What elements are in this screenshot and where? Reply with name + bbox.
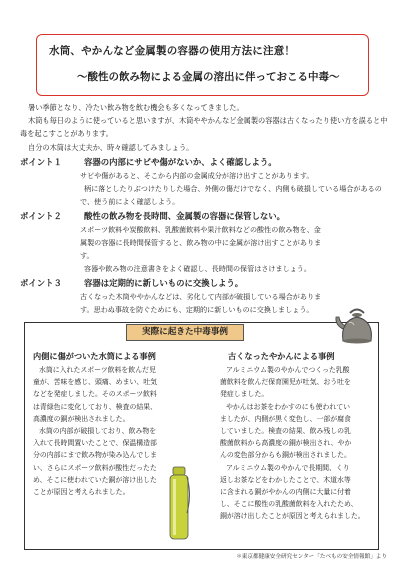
point-body-line: す。 <box>80 251 94 260</box>
point-body-line: す。思わぬ事故を防ぐためにも、定期的に新しいものに交換しましょう。 <box>80 305 314 314</box>
case-line: アルミニウム製のやかんでつくった乳酸 <box>226 366 350 374</box>
intro-line: 自分の木筒は大丈夫か、時々確認してみましょう。 <box>28 142 194 152</box>
case-line: んの変色部分からも銅が検出されました。 <box>220 451 351 460</box>
point-body-line: サビや傷があると、そこから内部の金属成分が溶け出すことがあります。 <box>80 171 314 180</box>
intro-text <box>20 101 390 154</box>
case-line: ことが原因と考えられました。 <box>33 488 130 497</box>
case-line: 童が、苦味を感じ、頭痛、めまい、吐気 <box>33 378 158 387</box>
case-line: 入れて長時間置いたことで、保温構造部 <box>33 439 157 448</box>
case-heading: 内側に傷がついた水筒による事例 <box>33 351 156 361</box>
point-label: ポイント１ <box>20 157 62 167</box>
case-line: 発症しました。 <box>220 390 269 399</box>
cases-title: 実際に起きた中毒事例 <box>126 324 244 341</box>
case-line: は青緑色に変化しており、検査の結果、 <box>33 402 158 411</box>
case-line: 水筒に入れたスポーツ飲料を飲んだ児 <box>39 366 156 374</box>
case-line: 返しお茶などをわかしたことで、木道水等 <box>220 475 351 484</box>
case-line: 菌飲料を飲んだ保育園児が吐気、おう吐を <box>220 378 351 387</box>
case-line: し、そこに酸性の乳酸菌飲料を入れたため、 <box>220 500 358 509</box>
point-body-line: 容器や飲み物の注意書きをよく確認し、長時間の保管はさけましょう。 <box>84 264 311 273</box>
point-label: ポイント２ <box>20 211 62 221</box>
case-line: 酸菌飲料から高濃度の銅が検出され、やか <box>220 439 352 448</box>
page-title: 水筒、やかんなど金属製の容器の使用方法に注意！ <box>49 45 296 57</box>
title-box <box>36 34 369 96</box>
point-heading: 容器の内部にサビや傷がないか、よく確認しよう。 <box>84 157 277 167</box>
case-line: 高濃度の銅が検出されました。 <box>33 414 130 423</box>
case-line: していました。検査の結果、飲み残しの乳 <box>220 427 351 436</box>
case-line: ましたが、内側が黒く変色し、一部が腐食 <box>220 414 351 423</box>
point-2 <box>20 209 390 275</box>
point-heading: 酸性の飲み物を長時間、金属製の容器に保管しない。 <box>84 211 285 221</box>
case-line: などを発症しました。そのスポーツ飲料 <box>33 390 157 399</box>
point-body-line: 古くなった木筒ややかんなどは、劣化して内部が破損している場合がありま <box>80 292 322 301</box>
case-line: やかんはお茶をわかすのにも使われてい <box>226 402 351 411</box>
case-line: 分の内部にまで飲み物が染み込んでしま <box>33 451 158 460</box>
case-line: アルミニウム製のやかんで長期間、くり <box>226 463 350 472</box>
point-body-line: スポーツ飲料や炭酸飲料、乳酸菌飲料や果汁飲料などの酸性の飲み物を、金 <box>80 225 321 234</box>
case-line: い、さらにスポーツ飲料が酸性だったた <box>33 463 157 472</box>
source-footnote: ＊東京都健康安全研究センター「たべもの安全情報館」より <box>236 554 387 560</box>
point-body-line: 属製の容器に長時間保管すると、飲み物の中に金属が溶け出すことがありま <box>80 238 322 247</box>
water-bottle-illustration <box>165 465 193 543</box>
point-body-line: 柄に落としたりぶつけたりした場合、外側の傷だけでなく、内側も破損している場合があるので、使う前によく確認しよう。 <box>80 184 382 206</box>
point-1 <box>20 155 390 208</box>
case-line: 水筒の内部が破損しており、飲み物を <box>39 427 157 436</box>
page-subtitle: ～酸性の飲み物による金属の溶出に伴っておこる中毒～ <box>77 71 340 83</box>
case-line: に含まれる銅がやかんの内側に大量に付着 <box>220 488 351 497</box>
kettle-illustration <box>334 303 380 345</box>
case-line: め、そこに使われていた銅が溶け出した <box>33 475 157 484</box>
points-section <box>20 155 390 317</box>
point-heading: 容器は定期的に新しいものに交換しよう。 <box>84 278 244 288</box>
case-line: 銅が溶け出したことが原因と考えられました。 <box>220 512 365 521</box>
point-label: ポイント３ <box>20 278 62 288</box>
intro-line: 木筒も毎日のように使っていると思いますが、木筒ややかんなど金属製の容器は古くなったり使い方を誤ると中毒を起こすことがあります。 <box>20 116 388 139</box>
case-heading: 古くなったやかんによる事例 <box>228 351 335 361</box>
intro-line: 暑い季節となり、冷たい飲み物を飲む機会も多くなってきました。 <box>28 103 244 112</box>
case-right <box>220 350 380 523</box>
